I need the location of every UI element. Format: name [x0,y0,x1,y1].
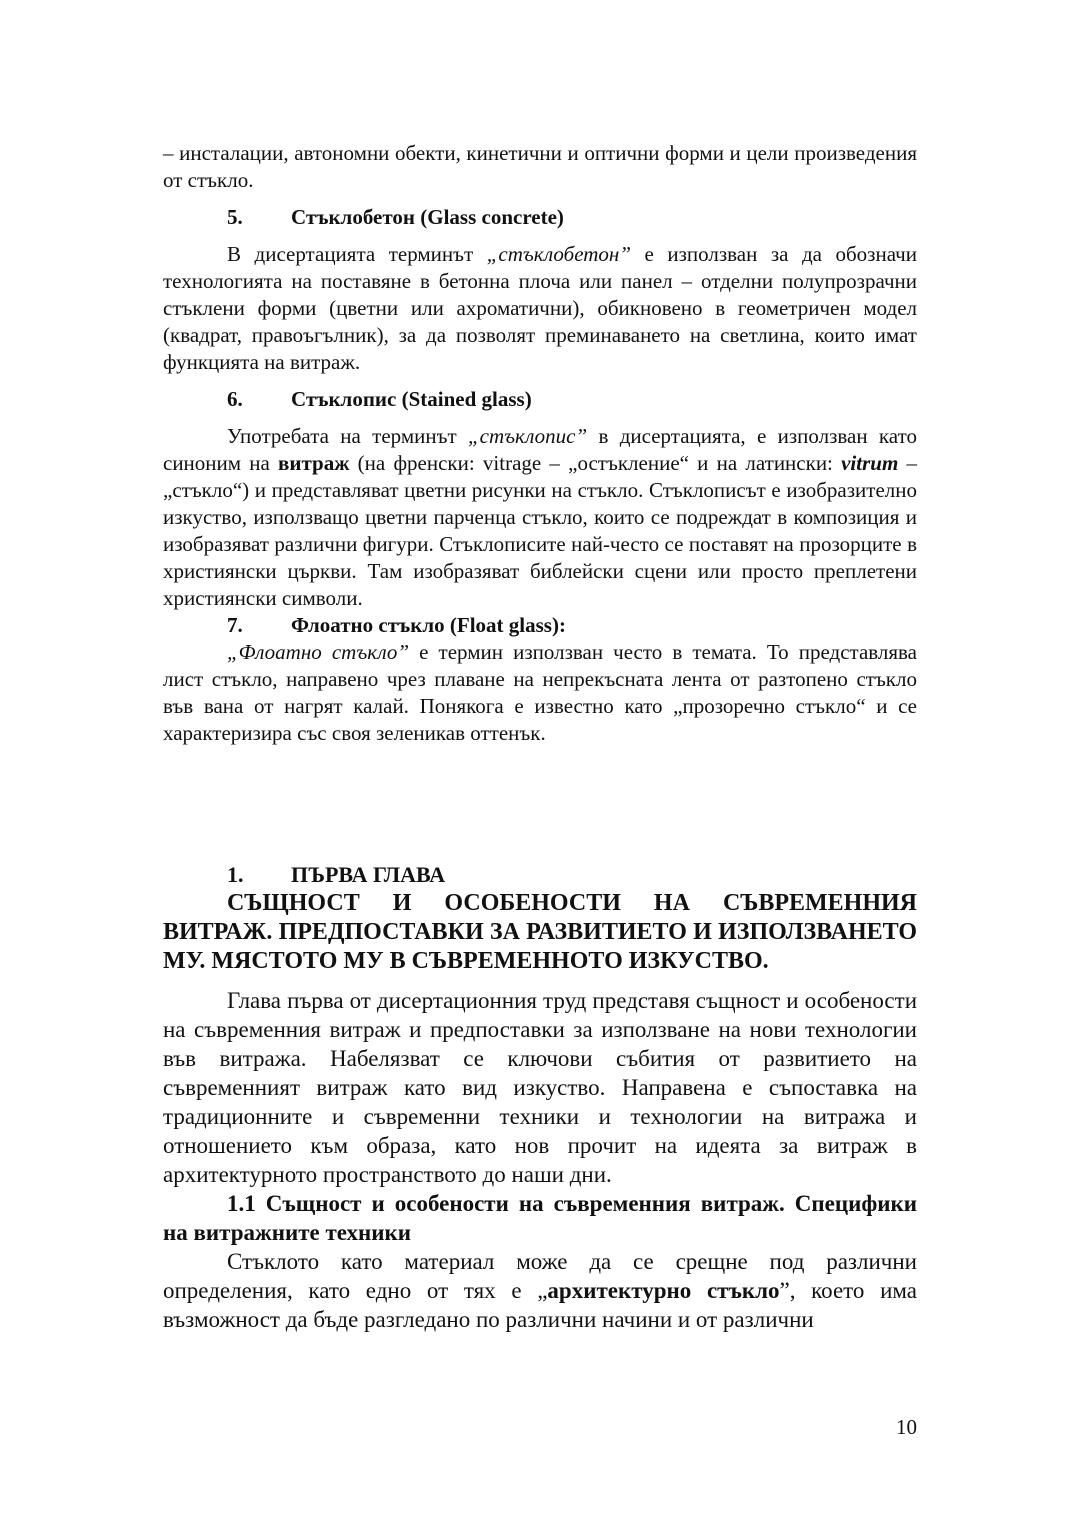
section-5-heading [163,204,917,231]
section-6-title: Стъклопис (Stained glass) [291,387,532,411]
page-number: 10 [896,1415,917,1439]
subsection-1-1-bold-term: архитектурно стъкло [547,1278,780,1303]
subsection-1-1-paragraph [163,1247,917,1334]
section-5-term: „стъклобетон” [486,242,632,266]
chapter-1-number: 1. [227,862,244,887]
section-7-title: Флоатно стъкло (Float glass): [291,613,566,637]
chapter-1-label: ПЪРВА ГЛАВА [291,862,446,887]
section-6-text-c: (на френски: vitrage – „остъкление“ и на латински: [349,451,842,475]
section-6-text-d: – „стъкло“) и представляват цветни рисунки на стъкло. Стъклописът е изобразително изкуство, използващо цветни парченца стъкло, които се подреждат в композиция и изобразяват различни фигури. Стъклописите най-често се поставят на прозорците в християнски църкви. Там изобразяват библейски сцени или просто преплетени християнски символи. [163,451,918,610]
section-6-bold-term: витраж [278,451,350,475]
section-6-heading [163,386,917,413]
section-5-text-b: е използван за да обозначи технологията на поставяне в бетонна плоча или панел – отделни полупрозрачни стъклени форми (цветни или ахроматични), обикновено в геометричен модел (квадрат, правоъгълник), за да позволят преминаването на светлина, които имат функцията на витраж. [163,242,917,374]
document-page [163,140,917,1334]
section-6-text-a: Употребата на терминът [227,424,468,448]
section-6-number: 6. [227,387,243,411]
section-7-number: 7. [227,613,243,637]
subsection-1-1-text-a: Стъклото като материал може да се срещне под различни определения, като едно от тях е „ [163,1249,917,1303]
section-7-heading [163,612,917,639]
chapter-1-title: СЪЩНОСТ И ОСОБЕНОСТИ НА СЪВРЕМЕННИЯ ВИТРАЖ. ПРЕДПОСТАВКИ ЗА РАЗВИТИЕТО И ИЗПОЛЗВАНЕТО МУ. МЯСТОТО МУ В СЪВРЕМЕННОТО ИЗКУСТВО. [163,890,917,974]
intro-paragraph: – инсталации, автономни обекти, кинетични и оптични форми и цели произведения от стъкло. [163,141,917,192]
subsection-1-1-title: 1.1 Същност и особености на съвременния витраж. Специфики на витражните техники [163,1191,917,1245]
section-5-text-a: В дисертацията терминът [227,242,487,266]
section-6-term: „стъклопис” [467,424,588,448]
subsection-1-1-text-b: ”, което има възможност да бъде разгледано по различни начини и от различни [163,1278,917,1332]
section-7-text-a: е термин използван често в темата. То представлява лист стъкло, направено чрез плаване на непрекъсната лента от разтопено стъкло във вана от нагрят калай. Понякога е известно като „прозоречно стъкло“ и се характеризира със своя зеленикав оттенък. [163,640,917,745]
chapter-1-paragraph: Глава първа от дисертационния труд представя същност и особености на съвременния витраж и предпоставки за използване на нови технологии във витража. Набелязват се ключови събития от развитието на съвременният витраж като вид изкуство. Направена е съпоставка на традиционните и съвременни техники и технологии на витража и отношението към образа, като нов прочит на идеята за витраж в архитектурното пространството до наши дни. [163,988,917,1187]
section-6-latin-term: vitrum [841,451,899,475]
section-6-text-b: в дисертацията, е използван като синоним на [163,424,917,475]
section-7-paragraph [163,639,917,747]
section-5-number: 5. [227,205,243,229]
section-5-title: Стъклобетон (Glass concrete) [291,205,564,229]
chapter-1-heading [163,860,917,889]
section-5-paragraph [163,241,917,376]
section-6-paragraph [163,423,917,612]
section-7-term: „Флоатно стъкло” [227,640,410,664]
